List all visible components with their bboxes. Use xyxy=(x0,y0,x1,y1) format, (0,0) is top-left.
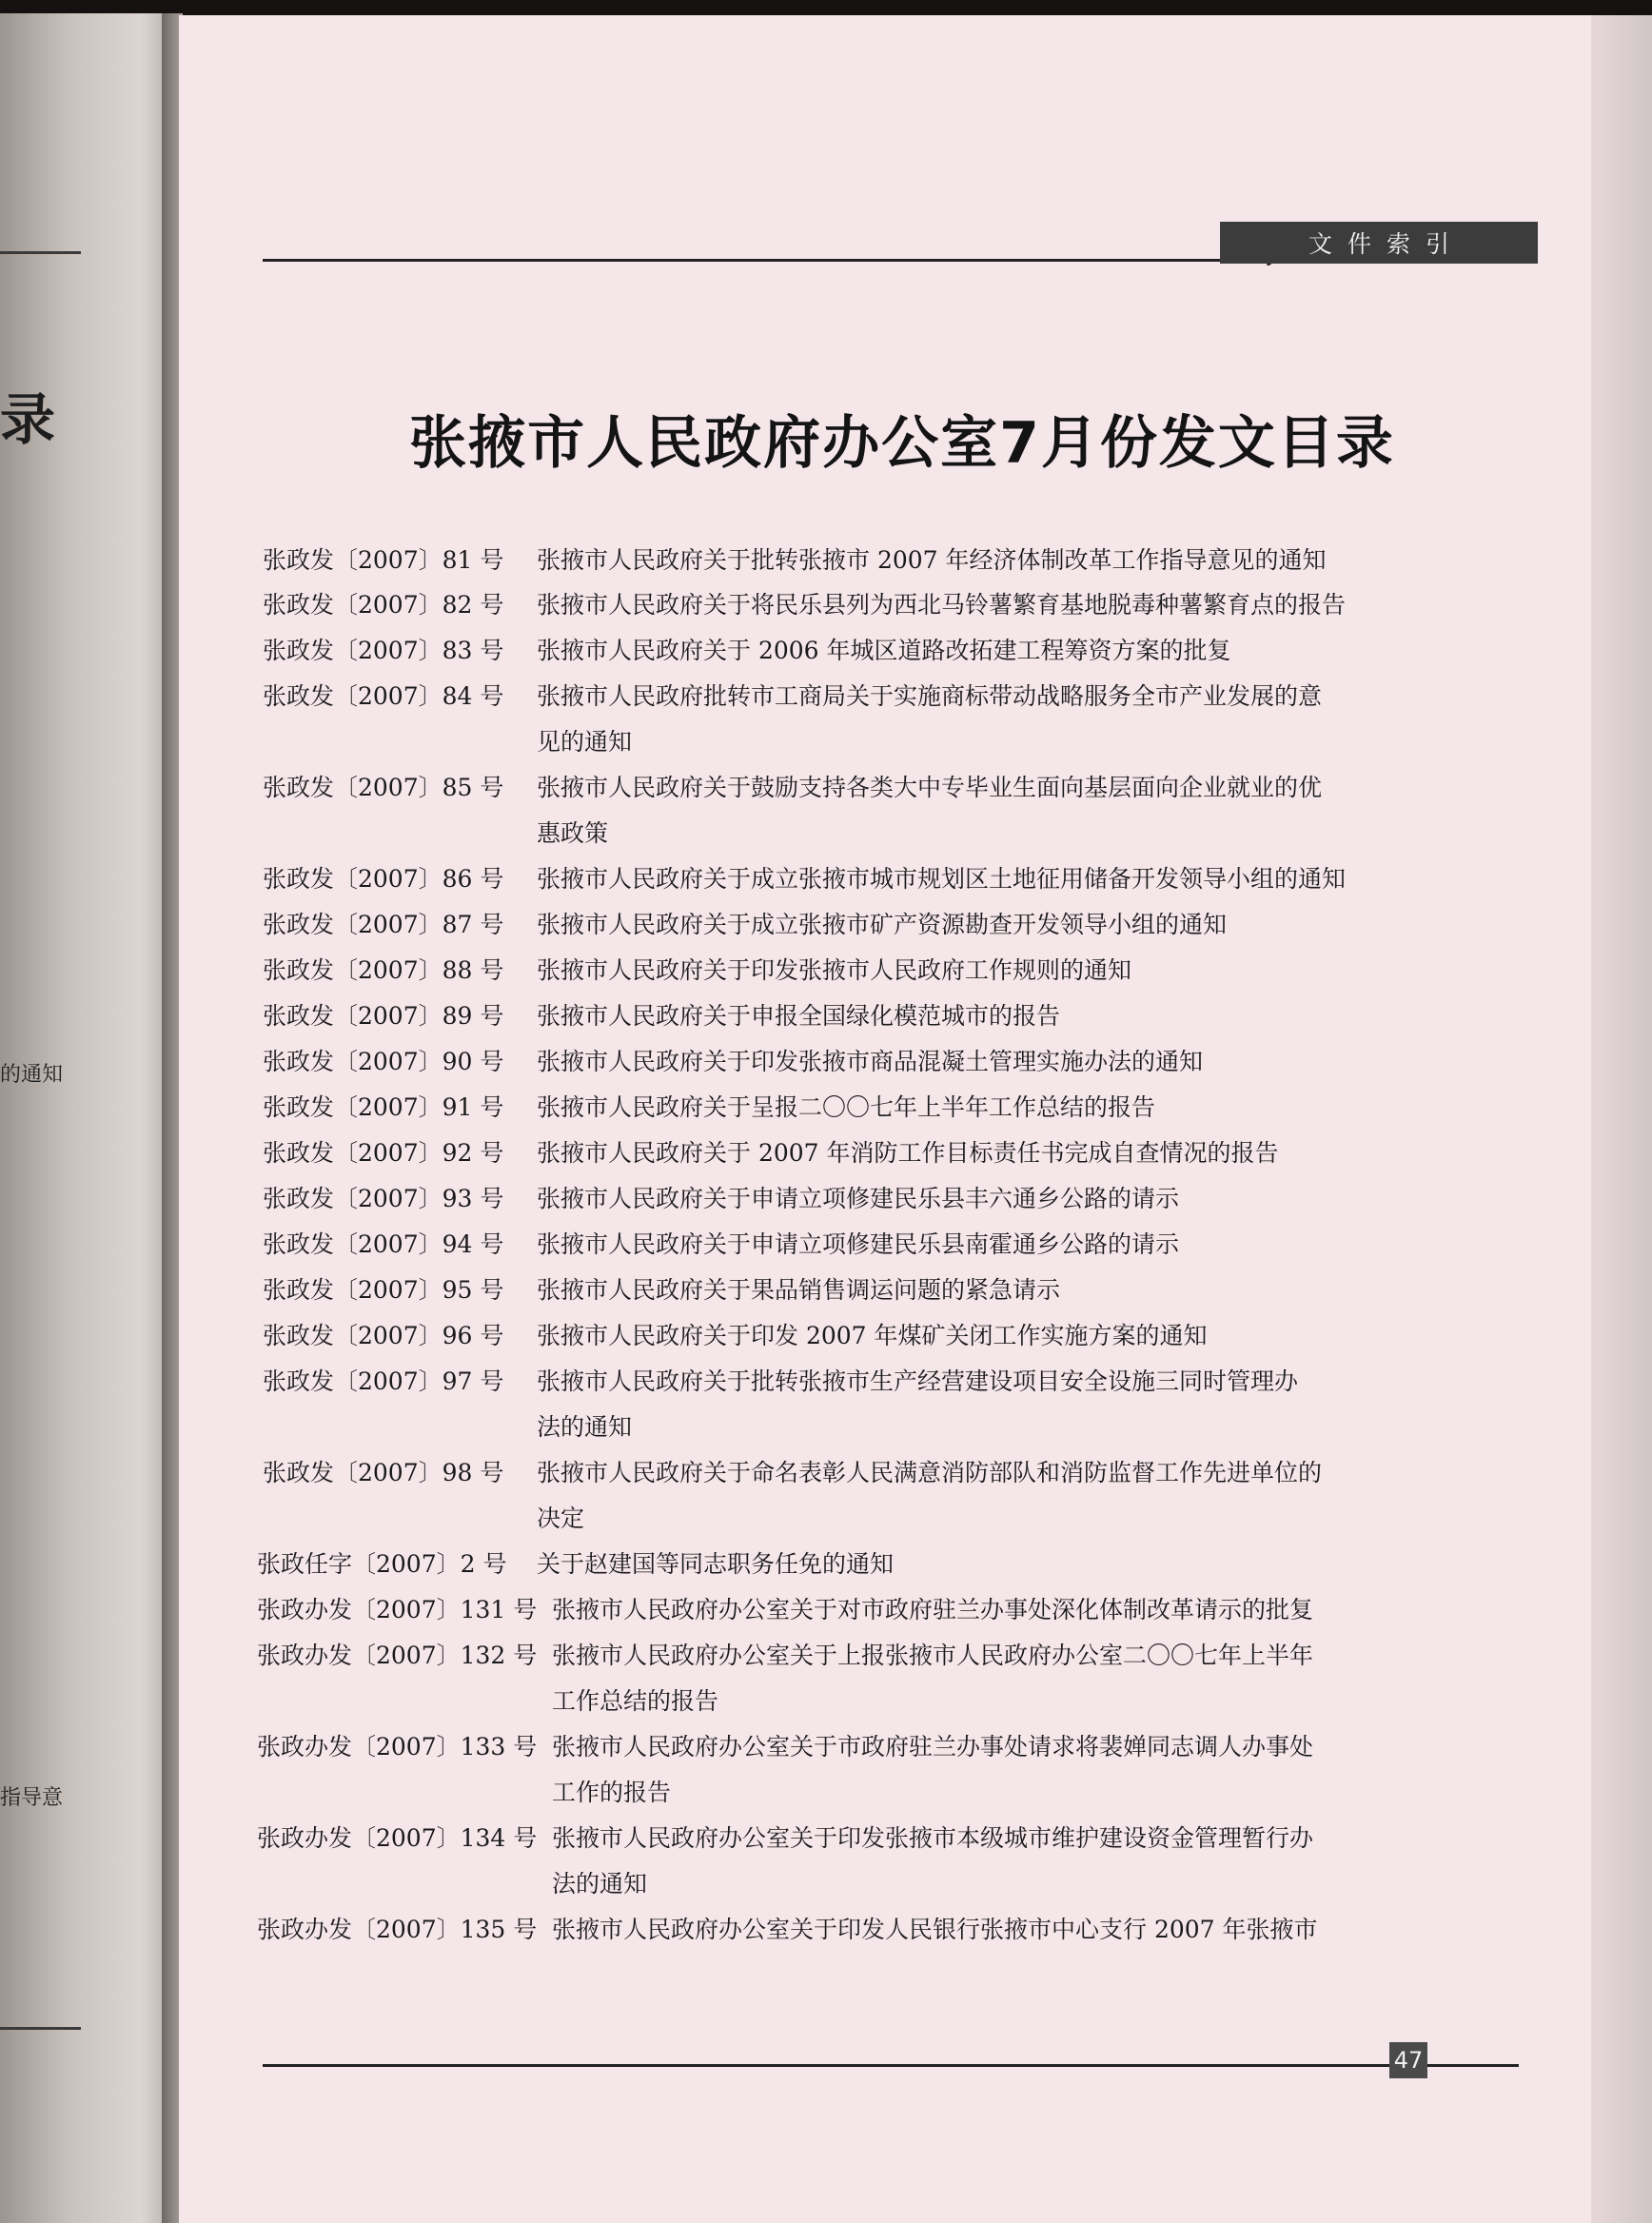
page-title: 张掖市人民政府办公室7月份发文目录 xyxy=(409,410,1395,477)
document-title-continuation: 工作总结的报告 xyxy=(552,1687,719,1715)
document-title: 张掖市人民政府关于果品销售调运问题的紧急请示 xyxy=(537,1276,1061,1304)
document-title: 张掖市人民政府办公室关于上报张掖市人民政府办公室二〇〇七年上半年 xyxy=(552,1642,1314,1669)
document-title: 张掖市人民政府关于命名表彰人民满意消防部队和消防监督工作先进单位的 xyxy=(537,1459,1323,1486)
document-title: 张掖市人民政府关于成立张掖市矿产资源勘查开发领导小组的通知 xyxy=(537,911,1228,938)
document-number: 张政发〔2007〕88 号 xyxy=(263,956,504,984)
document-number: 张政发〔2007〕93 号 xyxy=(263,1185,504,1212)
document-title: 张掖市人民政府关于申报全国绿化模范城市的报告 xyxy=(537,1002,1061,1030)
document-title: 张掖市人民政府关于 2006 年城区道路改拓建工程筹资方案的批复 xyxy=(537,637,1231,664)
document-number: 张政发〔2007〕96 号 xyxy=(263,1322,504,1349)
document-number: 张政发〔2007〕90 号 xyxy=(263,1048,504,1075)
document-title: 张掖市人民政府办公室关于印发人民银行张掖市中心支行 2007 年张掖市 xyxy=(552,1916,1318,1943)
left-page-heading-fragment: 录 xyxy=(0,387,56,452)
page-edge xyxy=(1591,15,1652,2223)
page-number: 47 xyxy=(1389,2042,1427,2078)
document-title: 张掖市人民政府关于 2007 年消防工作目标责任书完成自查情况的报告 xyxy=(537,1139,1279,1167)
document-number: 张政任字〔2007〕2 号 xyxy=(257,1550,507,1578)
document-title-continuation: 决定 xyxy=(537,1505,585,1532)
document-title: 张掖市人民政府关于将民乐县列为西北马铃薯繁育基地脱毒种薯繁育点的报告 xyxy=(537,591,1347,619)
document-number: 张政发〔2007〕95 号 xyxy=(263,1276,504,1304)
left-facing-page xyxy=(0,13,176,2223)
document-page xyxy=(179,15,1591,2223)
document-number: 张政发〔2007〕83 号 xyxy=(263,637,504,664)
left-page-text-fragment: 指导意 xyxy=(0,1786,64,1810)
document-number: 张政办发〔2007〕131 号 xyxy=(257,1596,538,1623)
document-title: 关于赵建国等同志职务任免的通知 xyxy=(537,1550,895,1578)
document-number: 张政发〔2007〕84 号 xyxy=(263,682,504,710)
left-page-text-fragment: 的通知 xyxy=(0,1063,64,1087)
document-title: 张掖市人民政府关于申请立项修建民乐县丰六通乡公路的请示 xyxy=(537,1185,1180,1212)
footer-rule xyxy=(263,2064,1519,2067)
document-number: 张政发〔2007〕87 号 xyxy=(263,911,504,938)
document-number: 张政发〔2007〕85 号 xyxy=(263,774,504,801)
document-number: 张政办发〔2007〕135 号 xyxy=(257,1916,538,1943)
document-title: 张掖市人民政府关于印发张掖市人民政府工作规则的通知 xyxy=(537,956,1132,984)
document-number: 张政发〔2007〕81 号 xyxy=(263,546,504,574)
document-title-continuation: 见的通知 xyxy=(537,728,633,756)
document-number: 张政发〔2007〕97 号 xyxy=(263,1367,504,1395)
document-number: 张政发〔2007〕91 号 xyxy=(263,1093,504,1121)
document-title-continuation: 法的通知 xyxy=(552,1870,648,1898)
document-title: 张掖市人民政府批转市工商局关于实施商标带动战略服务全市产业发展的意 xyxy=(537,682,1323,710)
document-title: 张掖市人民政府关于成立张掖市城市规划区土地征用储备开发领导小组的通知 xyxy=(537,865,1347,893)
document-title: 张掖市人民政府关于印发 2007 年煤矿关闭工作实施方案的通知 xyxy=(537,1322,1208,1349)
document-title: 张掖市人民政府办公室关于对市政府驻兰办事处深化体制改革请示的批复 xyxy=(552,1596,1314,1623)
document-title: 张掖市人民政府关于申请立项修建民乐县南霍通乡公路的请示 xyxy=(537,1230,1180,1258)
document-title: 张掖市人民政府关于鼓励支持各类大中专毕业生面向基层面向企业就业的优 xyxy=(537,774,1323,801)
document-title: 张掖市人民政府关于批转张掖市生产经营建设项目安全设施三同时管理办 xyxy=(537,1367,1299,1395)
section-title-box: 文件索引 xyxy=(1220,222,1538,264)
document-number: 张政发〔2007〕86 号 xyxy=(263,865,504,893)
document-number: 张政办发〔2007〕132 号 xyxy=(257,1642,538,1669)
document-number: 张政办发〔2007〕133 号 xyxy=(257,1733,538,1761)
document-number: 张政发〔2007〕94 号 xyxy=(263,1230,504,1258)
document-title: 张掖市人民政府办公室关于市政府驻兰办事处请求将裴婵同志调人办事处 xyxy=(552,1733,1314,1761)
document-title-continuation: 工作的报告 xyxy=(552,1779,672,1806)
document-title: 张掖市人民政府关于呈报二〇〇七年上半年工作总结的报告 xyxy=(537,1093,1156,1121)
document-number: 张政发〔2007〕89 号 xyxy=(263,1002,504,1030)
document-number: 张政发〔2007〕98 号 xyxy=(263,1459,504,1486)
document-title-continuation: 惠政策 xyxy=(537,819,609,847)
document-title-continuation: 法的通知 xyxy=(537,1413,633,1441)
left-page-rule-top xyxy=(0,251,81,254)
document-number: 张政发〔2007〕92 号 xyxy=(263,1139,504,1167)
left-page-rule-bottom xyxy=(0,2027,81,2030)
document-number: 张政办发〔2007〕134 号 xyxy=(257,1824,538,1852)
document-title: 张掖市人民政府关于印发张掖市商品混凝土管理实施办法的通知 xyxy=(537,1048,1204,1075)
document-title: 张掖市人民政府办公室关于印发张掖市本级城市维护建设资金管理暂行办 xyxy=(552,1824,1314,1852)
document-list xyxy=(179,15,1591,2223)
document-number: 张政发〔2007〕82 号 xyxy=(263,591,504,619)
document-title: 张掖市人民政府关于批转张掖市 2007 年经济体制改革工作指导意见的通知 xyxy=(537,546,1327,574)
